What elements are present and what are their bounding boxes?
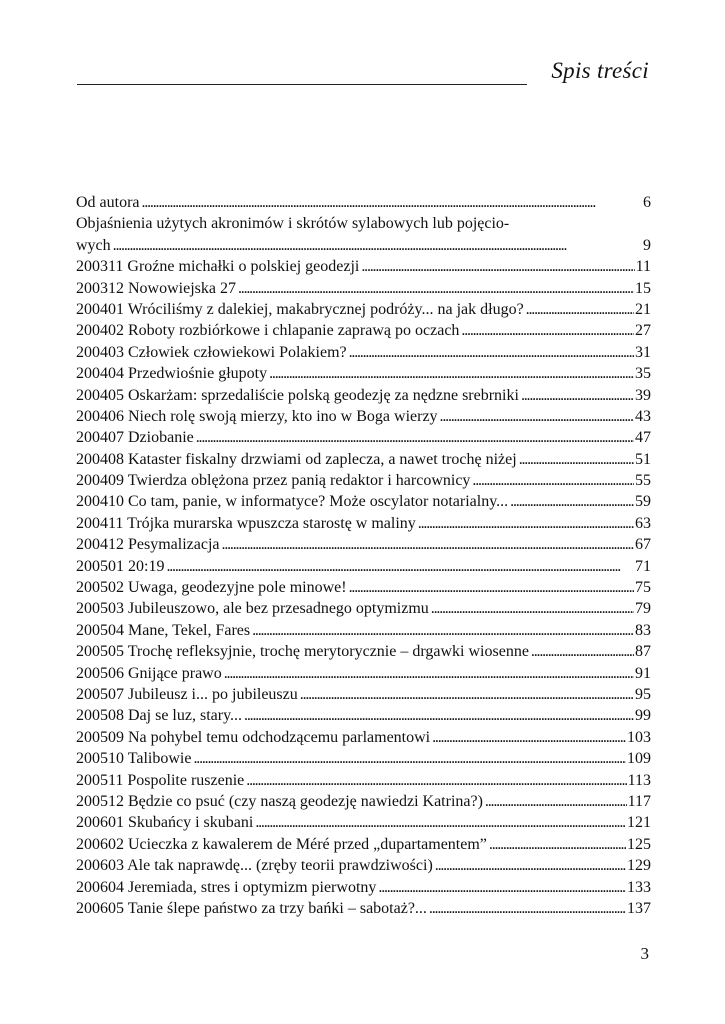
- toc-entry[interactable]: [76, 620, 651, 641]
- toc-dot-leader: [252, 620, 634, 641]
- toc-entry-page: 137: [627, 899, 651, 917]
- toc-entry-page: 125: [627, 835, 651, 853]
- toc-entry-page: 27: [635, 322, 651, 340]
- toc-entry-title: 200311 Groźne michałki o polskiej geodezji: [76, 258, 360, 276]
- toc-entry[interactable]: [76, 727, 651, 748]
- toc-entry-title: 200505 Trochę refleksyjnie, trochę merytorycznie – drgawki wiosenne: [76, 643, 529, 661]
- toc-entry[interactable]: [76, 235, 651, 256]
- toc-entry-title: 200509 Na pohybel temu odchodzącemu parlamentowi: [76, 728, 431, 746]
- toc-dot-leader: [432, 727, 626, 748]
- toc-entry-page: 15: [635, 279, 651, 297]
- toc-entry-page: 47: [635, 429, 651, 447]
- toc-entry-page: 87: [635, 643, 651, 661]
- toc-entry[interactable]: [76, 449, 651, 470]
- toc-dot-leader: [431, 598, 634, 619]
- toc-entry[interactable]: [76, 363, 651, 384]
- toc-entry-title: 200404 Przedwiośnie głupoty: [76, 365, 268, 383]
- toc-entry-title: 200507 Jubileusz i... po jubileuszu: [76, 685, 298, 703]
- toc-entry-page: 75: [635, 579, 651, 597]
- toc-entry-title: 200510 Talibowie: [76, 750, 192, 768]
- toc-entry-page: 71: [635, 557, 651, 575]
- toc-entry-page: 79: [635, 600, 651, 618]
- toc-entry-title: 200403 Człowiek człowiekowi Polakiem?: [76, 343, 347, 361]
- toc-entry-title: 200511 Pospolite ruszenie: [76, 771, 245, 789]
- toc-dot-leader: [435, 855, 626, 876]
- toc-entry-title: 200512 Będzie co psuć (czy naszą geodezję nawiedzi Katrina?): [76, 792, 483, 810]
- toc-entry[interactable]: [76, 491, 651, 512]
- toc-entry-title: 200406 Niech rolę swoją mierzy, kto ino w Boga wierzy: [76, 407, 438, 425]
- header-rule: [77, 84, 527, 85]
- toc-dot-leader: [166, 556, 634, 577]
- toc-entry-title: 200504 Mane, Tekel, Fares: [76, 621, 251, 639]
- toc-entry[interactable]: [76, 299, 651, 320]
- toc-entry-page: 103: [627, 728, 651, 746]
- toc-entry[interactable]: [76, 898, 651, 919]
- toc-entry[interactable]: [76, 791, 651, 812]
- toc-entry[interactable]: [76, 427, 651, 448]
- toc-entry-page: 43: [635, 407, 651, 425]
- toc-entry-title: 200407 Dziobanie: [76, 429, 194, 447]
- toc-entry-page: 59: [635, 493, 651, 511]
- toc-entry-page: 6: [643, 194, 651, 211]
- toc-dot-leader: [521, 385, 634, 406]
- toc-dot-leader: [349, 342, 634, 363]
- toc-entry-page: 11: [635, 258, 651, 276]
- toc-entry-page: 129: [627, 857, 651, 875]
- toc-entry[interactable]: [76, 470, 651, 491]
- toc-dot-leader: [349, 577, 634, 598]
- toc-entry-page: 83: [635, 621, 651, 639]
- toc-dot-leader: [519, 449, 634, 470]
- toc-entry-page: 121: [627, 814, 651, 832]
- toc-entry[interactable]: [76, 406, 651, 427]
- page-number: 3: [640, 944, 649, 963]
- toc-entry-page: 9: [643, 236, 651, 254]
- toc-entry-title: 200401 Wróciliśmy z dalekiej, makabrycznej podróży... na jak długo?: [76, 300, 524, 318]
- toc-dot-leader: [461, 320, 634, 341]
- toc-entry-page: 117: [627, 792, 651, 810]
- toc-entry-page: 39: [635, 386, 651, 404]
- toc-entry-title: 200603 Ale tak naprawdę... (zręby teorii prawdziwości): [76, 857, 433, 875]
- toc-entry[interactable]: [76, 877, 651, 898]
- toc-entry[interactable]: [76, 278, 651, 299]
- toc-dot-leader: [510, 491, 634, 512]
- toc-entry-title: 200402 Roboty rozbiórkowe i chlapanie zaprawą po oczach: [76, 322, 460, 340]
- toc-entry[interactable]: [76, 812, 651, 833]
- toc-dot-leader: [485, 791, 627, 812]
- toc-entry-title: 200602 Ucieczka z kawalerem de Méré przed „dupartamentem”: [76, 835, 487, 853]
- table-of-contents: [76, 192, 651, 919]
- toc-entry-title: wych: [76, 236, 111, 254]
- toc-dot-leader: [489, 834, 626, 855]
- toc-entry-list: [76, 256, 651, 919]
- toc-dot-leader: [222, 534, 634, 555]
- toc-entry-page: 133: [627, 878, 651, 896]
- toc-dot-leader: [244, 705, 634, 726]
- toc-entry-title: 200506 Gnijące prawo: [76, 664, 222, 682]
- toc-entry-page: 109: [627, 750, 651, 768]
- toc-dot-leader: [246, 770, 626, 791]
- toc-entry-title: Od autora: [76, 194, 140, 211]
- toc-entry[interactable]: [76, 705, 651, 726]
- toc-entry-page: 31: [635, 343, 651, 361]
- toc-entry[interactable]: [76, 513, 651, 534]
- toc-entry-page: 35: [635, 365, 651, 383]
- toc-dot-leader: [361, 256, 634, 277]
- toc-entry-page: 99: [635, 707, 651, 725]
- toc-dot-leader: [472, 470, 634, 491]
- toc-entry-page: 95: [635, 685, 651, 703]
- toc-entry-title: 200501 20:19: [76, 557, 165, 575]
- toc-dot-leader: [193, 748, 626, 769]
- toc-entry-page: 67: [635, 536, 651, 554]
- toc-entry-page: 63: [635, 514, 651, 532]
- toc-dot-leader: [224, 663, 634, 684]
- toc-entry[interactable]: [76, 598, 651, 619]
- toc-entry-title: 200508 Daj se luz, stary...: [76, 707, 243, 725]
- toc-entry-title: 200601 Skubańcy i skubani: [76, 814, 254, 832]
- toc-entry[interactable]: [76, 192, 651, 213]
- toc-entry[interactable]: [76, 770, 651, 791]
- toc-dot-leader: [255, 812, 626, 833]
- toc-entry[interactable]: [76, 320, 651, 341]
- toc-dot-leader: [429, 898, 626, 919]
- toc-entry-wrapped-line[interactable]: Objaśnienia użytych akronimów i skrótów sylabowych lub pojęcio-: [76, 215, 510, 233]
- toc-dot-leader: [269, 363, 634, 384]
- toc-entry-title: 200411 Trójka murarska wpuszcza starostę w maliny: [76, 514, 416, 532]
- toc-entry[interactable]: [76, 641, 651, 662]
- page-title: Spis treści: [551, 58, 649, 83]
- toc-entry-title: 200605 Tanie ślepe państwo za trzy bańki – sabotaż?...: [76, 899, 427, 917]
- toc-entry-title: 200312 Nowowiejska 27: [76, 279, 236, 297]
- toc-entry-title: 200503 Jubileuszowo, ale bez przesadnego optymizmu: [76, 600, 429, 618]
- toc-entry-title: 200412 Pesymalizacja: [76, 536, 220, 554]
- toc-dot-leader: [300, 684, 634, 705]
- toc-entry-title: 200604 Jeremiada, stres i optymizm pierwotny: [76, 878, 377, 896]
- toc-dot-leader: [238, 278, 634, 299]
- toc-entry[interactable]: [76, 556, 651, 577]
- toc-entry[interactable]: [76, 342, 651, 363]
- toc-entry-title: 200410 Co tam, panie, w informatyce? Może oscylator notarialny...: [76, 493, 509, 511]
- toc-dot-leader: [142, 192, 642, 213]
- toc-entry-title: 200405 Oskarżam: sprzedaliście polską geodezję za nędzne srebrniki: [76, 386, 519, 404]
- toc-entry[interactable]: [76, 534, 651, 555]
- toc-entry[interactable]: [76, 748, 651, 769]
- toc-entry-page: 55: [635, 472, 651, 490]
- toc-entry-page: 91: [635, 664, 651, 682]
- toc-entry[interactable]: [76, 834, 651, 855]
- toc-entry[interactable]: [76, 663, 651, 684]
- toc-dot-leader: [418, 513, 634, 534]
- toc-dot-leader: [531, 641, 634, 662]
- toc-dot-leader: [378, 877, 626, 898]
- toc-dot-leader: [113, 235, 642, 256]
- toc-entry-page: 51: [635, 450, 651, 468]
- toc-dot-leader: [196, 427, 634, 448]
- toc-entry[interactable]: [76, 855, 651, 876]
- toc-entry-page: 113: [627, 771, 651, 789]
- toc-entry[interactable]: [76, 256, 651, 277]
- toc-entry-page: 21: [635, 300, 651, 318]
- toc-entry[interactable]: [76, 577, 651, 598]
- toc-dot-leader: [440, 406, 634, 427]
- toc-dot-leader: [526, 299, 634, 320]
- toc-entry-title: 200408 Kataster fiskalny drzwiami od zaplecza, a nawet trochę niżej: [76, 450, 517, 468]
- toc-entry[interactable]: [76, 385, 651, 406]
- toc-entry[interactable]: [76, 684, 651, 705]
- toc-entry-title: 200502 Uwaga, geodezyjne pole minowe!: [76, 579, 347, 597]
- toc-entry-title: 200409 Twierdza oblężona przez panią redaktor i harcownicy: [76, 472, 471, 490]
